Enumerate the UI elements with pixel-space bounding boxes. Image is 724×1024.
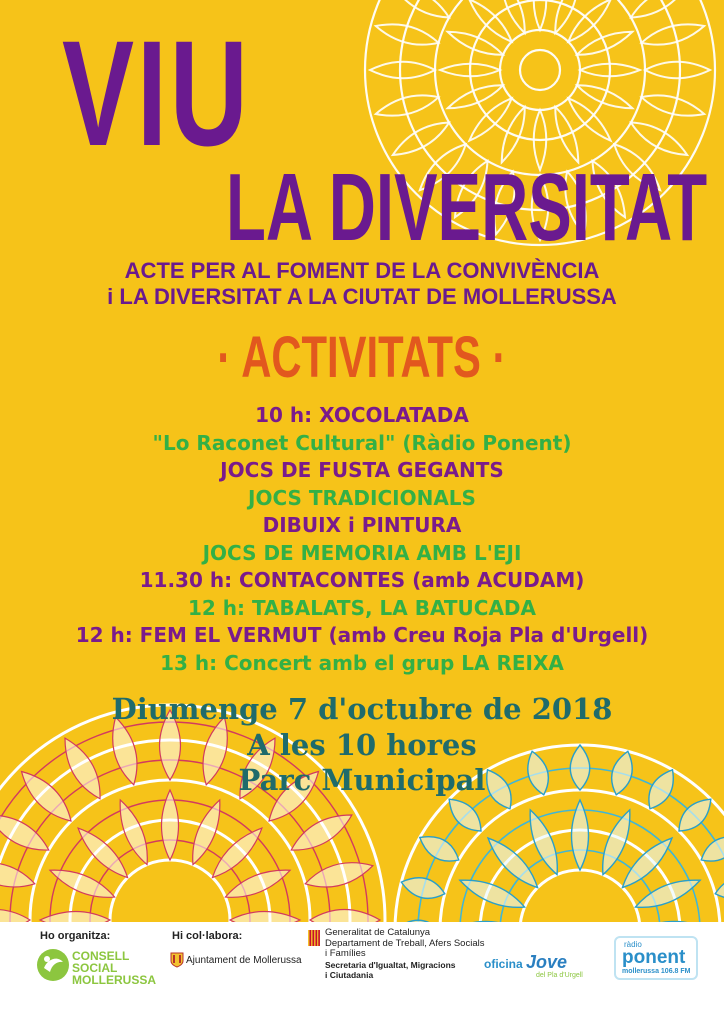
oficina-word: oficina	[484, 957, 523, 971]
activity-item: 12 h: FEM EL VERMUT (amb Creu Roja Pla d'Urgell)	[75, 623, 649, 647]
generalitat-line-2: Departament de Treball, Afers Socials	[325, 937, 485, 949]
mandala-petal	[78, 828, 127, 877]
mandala-petal	[393, 123, 449, 156]
mandala-petal	[631, 0, 687, 18]
activity-item: DIBUIX i PINTURA	[262, 513, 462, 537]
event-date: Diumenge 7 d'octubre de 2018	[111, 692, 613, 726]
activity-item: "Lo Raconet Cultural" (Ràdio Ponent)	[152, 430, 572, 455]
activitats-heading	[0, 325, 724, 390]
mandala-petal	[449, 799, 481, 831]
activitats-heading-text: · ACTIVITATS ·	[217, 325, 507, 390]
activities-list	[0, 402, 724, 677]
oficina-jove-logo	[484, 952, 567, 973]
mandala-petal	[701, 837, 724, 861]
generalitat-emblem-icon	[308, 930, 320, 946]
oficina-jove-sub: del Pla d'Urgell	[536, 972, 583, 979]
mandala-petal	[420, 837, 459, 861]
generalitat-line-5: i Ciutadania	[325, 970, 374, 980]
mandala-petal	[393, 0, 449, 18]
activity-item: JOCS TRADICIONALS	[248, 485, 476, 510]
consell-line-1: CONSELL	[72, 949, 130, 963]
activity-item: JOCS DE FUSTA GEGANTS	[220, 458, 504, 482]
generalitat-line-3: i Famílies	[325, 948, 366, 959]
radio-top: ràdio	[624, 940, 642, 949]
mandala-petal	[401, 878, 444, 899]
activity-item: 11.30 h: CONTACONTES (amb ACUDAM)	[139, 568, 585, 592]
mandala-petal	[631, 123, 687, 156]
activity-item: JOCS DE MEMORIA AMB L'EJI	[202, 540, 522, 565]
sponsors-footer	[0, 922, 724, 1024]
event-time: A les 10 hores	[247, 728, 477, 762]
radio-sub: mollerussa 106.8 FM	[622, 968, 691, 975]
radio-name: ponent	[622, 947, 686, 968]
mandala-petal	[679, 799, 711, 831]
subtitle-line-1: ACTE PER AL FOMENT DE LA CONVIVÈNCIA	[124, 258, 600, 283]
activity-item: 10 h: XOCOLATADA	[255, 403, 469, 427]
organitza-label: Ho organitza:	[40, 930, 111, 942]
mandala-petal	[212, 828, 261, 877]
mandala-petal	[488, 838, 537, 887]
consell-line-3: MOLLERUSSA	[72, 973, 156, 987]
consell-line-2: SOCIAL	[72, 961, 118, 975]
generalitat-line-4: Secretaria d'Igualtat, Migracions	[325, 959, 456, 970]
jove-word: Jove	[526, 952, 568, 972]
title-viu: VIU	[62, 9, 251, 177]
activity-item: 12 h: TABALATS, LA BATUCADA	[187, 595, 537, 620]
activity-item: 13 h: Concert amb el grup LA REIXA	[160, 650, 564, 675]
generalitat-text	[325, 928, 495, 981]
ajuntament-name: Ajuntament de Mollerussa	[186, 955, 302, 966]
radio-ponent-logo	[614, 936, 698, 980]
ajuntament-shield-icon	[170, 952, 184, 968]
mandala-petal	[0, 863, 35, 887]
title-la-diversitat: LA DIVERSITAT	[226, 154, 708, 261]
consell-social-logo-icon	[36, 948, 70, 982]
mandala-petal	[370, 62, 435, 78]
mandala-petal	[622, 838, 671, 887]
consell-social-logo	[72, 950, 156, 986]
event-place: Parc Municipal	[238, 763, 486, 797]
mandala-petal	[645, 62, 710, 78]
generalitat-line-1: Generalitat de Catalunya	[325, 927, 431, 938]
mandala-petal	[291, 815, 352, 850]
subtitle-line-2: i LA DIVERSITAT A LA CIUTAT DE MOLLERUSSA	[107, 284, 617, 309]
mandala-petal	[534, 0, 547, 30]
colabora-label: Hi col·labora:	[172, 930, 243, 942]
